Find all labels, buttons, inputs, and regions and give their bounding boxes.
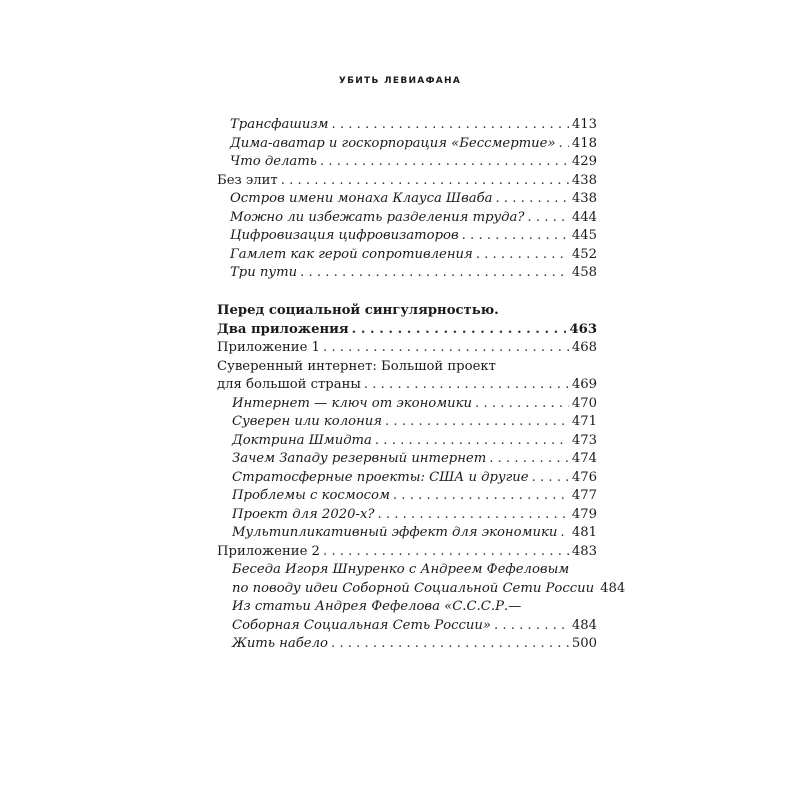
leader-dots — [364, 376, 569, 395]
leader-dots — [559, 135, 569, 154]
leader-dots — [320, 153, 569, 172]
toc-entry — [217, 524, 597, 543]
toc-entry-page: 500 — [571, 636, 597, 651]
toc-entry-title: Три пути — [230, 265, 298, 280]
toc-entry-page: 458 — [571, 265, 597, 280]
toc-entry — [217, 469, 597, 488]
toc-entry-page: 481 — [571, 525, 597, 540]
toc-entry-title: Проект для 2020-х? — [232, 506, 375, 522]
toc-part-title-line2: Два приложения — [217, 321, 349, 337]
toc-entry-page: 474 — [571, 451, 597, 466]
toc-entry — [217, 432, 597, 451]
leader-dots — [494, 617, 569, 636]
toc-part-page: 463 — [569, 321, 597, 337]
toc-entry — [217, 190, 597, 209]
leader-dots — [323, 543, 569, 562]
toc-entry-page: 438 — [571, 172, 597, 188]
toc-entry — [217, 135, 597, 154]
toc-part-title — [217, 302, 597, 321]
toc-entry-page: 483 — [571, 543, 597, 559]
toc-entry-title: Приложение 2 — [217, 543, 320, 559]
toc-entry — [217, 395, 597, 414]
toc-entry — [217, 358, 597, 377]
toc-entry — [217, 487, 597, 506]
toc-entry-page: 479 — [571, 506, 597, 522]
toc-entry — [217, 543, 597, 562]
toc-entry-title: Стратосферные проекты: США и другие — [232, 469, 529, 485]
leader-dots — [385, 413, 569, 432]
toc-entry-page: 445 — [571, 228, 597, 243]
toc-entry-title: Цифровизация цифровизаторов — [230, 228, 459, 243]
toc-entry-title: Суверенный интернет: Большой проект — [217, 358, 496, 374]
toc-entry-title: Доктрина Шмидта — [232, 432, 372, 448]
leader-dots — [300, 264, 569, 283]
toc-entry-title: Беседа Игоря Шнуренко с Андреем Фефеловым — [232, 562, 570, 577]
toc-entry-page: 429 — [571, 154, 597, 169]
toc-entry-page: 473 — [571, 432, 597, 448]
toc-entry-page: 444 — [571, 209, 597, 225]
toc-entry — [217, 264, 597, 283]
toc-entry-title: Соборная Социальная Сеть России» — [232, 617, 491, 633]
toc-entry-page: 413 — [571, 117, 597, 132]
leader-dots — [375, 432, 569, 451]
toc-part-entry — [217, 321, 597, 340]
toc-entry — [217, 598, 597, 617]
toc-entry-title: Дима-аватар и госкорпорация «Бессмертие» — [230, 135, 556, 151]
toc-entry — [217, 635, 597, 654]
toc-entry-title: Мультипликативный эффект для экономики — [232, 525, 558, 540]
leader-dots — [462, 227, 569, 246]
toc-entry-title: Трансфашизм — [230, 117, 329, 132]
toc-entry-title: Суверен или колония — [232, 414, 382, 429]
toc-entry — [217, 450, 597, 469]
toc-entry — [217, 506, 597, 525]
toc-entry — [217, 376, 597, 395]
toc-entry-title: Интернет — ключ от экономики — [232, 395, 473, 411]
toc-part-title-line1: Перед социальной сингулярностью. — [217, 303, 499, 318]
leader-dots — [331, 635, 569, 654]
toc-entry-title: по поводу идеи Соборной Социальной Сети России — [232, 580, 595, 596]
toc-entry-page: 418 — [571, 135, 597, 151]
running-head: УБИТЬ ЛЕВИАФАНА — [338, 76, 462, 86]
toc-entry-page: 438 — [571, 191, 597, 206]
toc-block-2 — [217, 302, 626, 654]
toc-entry-title: Из статьи Андрея Фефелова «С.С.С.Р.— — [232, 599, 522, 614]
leader-dots — [560, 524, 568, 543]
toc-entry-title: Приложение 1 — [217, 340, 320, 355]
toc-entry-page: 468 — [571, 340, 597, 355]
leader-dots — [476, 246, 569, 265]
toc-entry-page: 484 — [600, 580, 626, 596]
leader-dots — [489, 450, 569, 469]
leader-dots — [377, 506, 568, 525]
toc-entry — [217, 116, 597, 135]
toc-block-1 — [217, 116, 597, 283]
toc-entry-page: 471 — [571, 414, 597, 429]
toc-entry-page: 476 — [571, 469, 597, 485]
toc-entry-title: Гамлет как герой сопротивления — [230, 246, 473, 262]
leader-dots — [527, 209, 568, 228]
toc-entry-page: 470 — [571, 395, 597, 411]
toc-entry-page: 469 — [571, 377, 597, 392]
toc-entry — [217, 413, 597, 432]
leader-dots — [475, 395, 569, 414]
toc-entry — [217, 172, 597, 191]
toc-entry-page: 452 — [571, 246, 597, 262]
toc-entry-title: Без элит — [217, 172, 278, 188]
toc-entry-title: Проблемы с космосом — [232, 488, 390, 503]
leader-dots — [331, 116, 568, 135]
toc-entry-page: 477 — [571, 488, 597, 503]
leader-dots — [281, 172, 569, 191]
toc-entry — [217, 246, 597, 265]
toc-entry-title: Что делать — [230, 154, 317, 169]
toc-entry — [217, 227, 597, 246]
toc-entry-title: Можно ли избежать разделения труда? — [230, 209, 525, 225]
leader-dots — [496, 190, 569, 209]
toc-entry — [217, 617, 597, 636]
leader-dots — [323, 339, 569, 358]
leader-dots — [352, 321, 567, 340]
leader-dots — [532, 469, 569, 488]
toc-entry-title: Зачем Западу резервный интернет — [232, 451, 487, 466]
toc-entry-title: для большой страны — [217, 377, 361, 392]
toc-entry-title: Остров имени монаха Клауса Шваба — [230, 191, 493, 206]
toc-entry — [217, 580, 626, 599]
toc-entry-title: Жить набело — [232, 636, 328, 651]
toc-entry — [217, 339, 597, 358]
toc-entry-page: 484 — [571, 617, 597, 633]
toc-entry — [217, 561, 597, 580]
toc-entry — [217, 209, 597, 228]
toc-entry — [217, 153, 597, 172]
leader-dots — [393, 487, 569, 506]
